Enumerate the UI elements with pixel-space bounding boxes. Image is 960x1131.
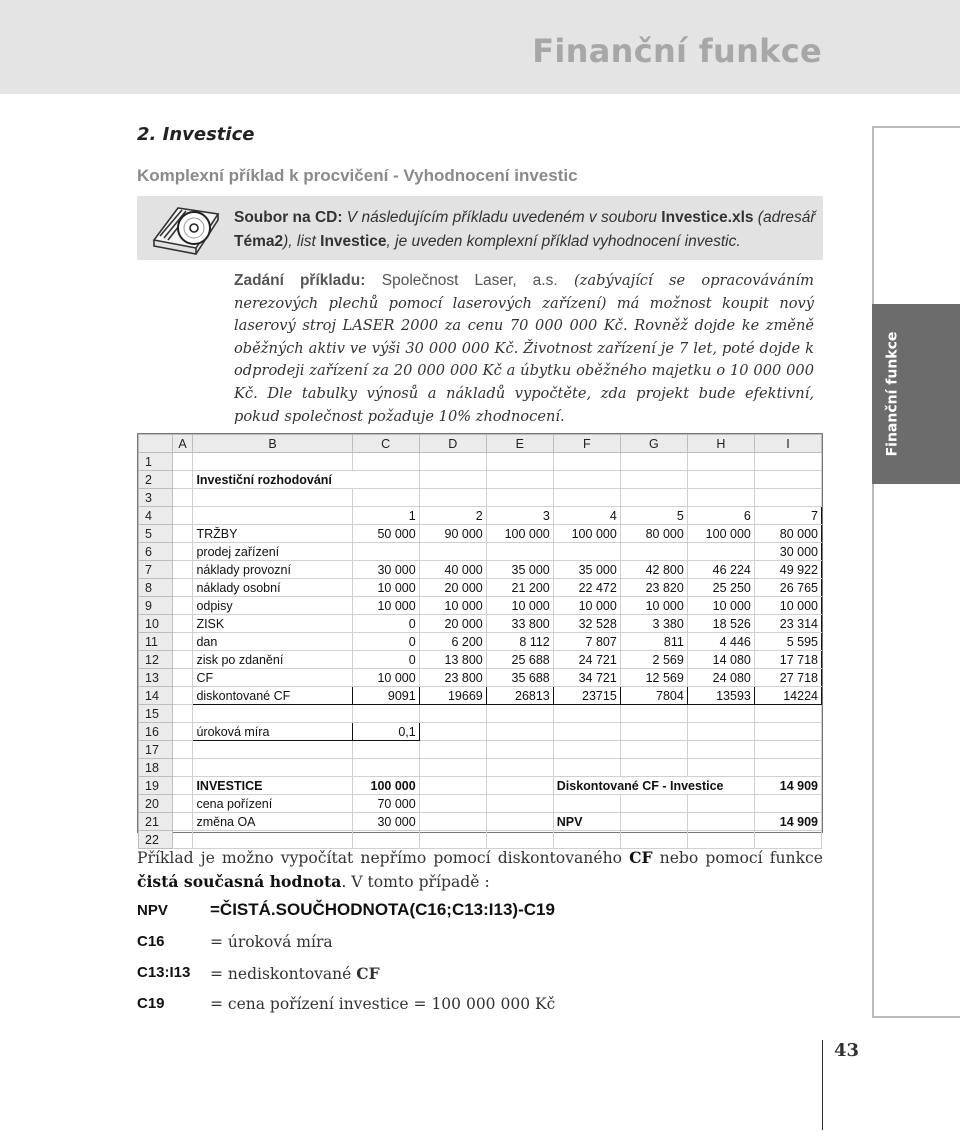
value-cell: [352, 543, 419, 561]
row-number: 20: [139, 795, 173, 813]
value-cell: [486, 543, 553, 561]
col-header: B: [193, 435, 352, 453]
value-cell: 12 569: [620, 669, 687, 687]
note-text1: Příklad je možno vypočítat nepřímo pomocí diskontovaného: [137, 849, 630, 867]
value-cell: 40 000: [419, 561, 486, 579]
task-body: (zabývající se opracováváním nerezových plechů pomocí laserových zařízení) má možnost koupit nový laserový stroj LASER 2000 za cenu 70 000 000 Kč. Rovněž dojde ke změně oběžných aktiv ve výši 30 000 000 Kč. Životnost zařízení je 7 let, poté dojde k odprodeji zařízení za 20 000 000 Kč a úbytku oběžného majetku o 10 000 000 Kč. Dle tabulky výnosů a nákladů vypočtěte, zda projekt bude efektivní, pokud společnost požaduje 10% zhodnocení.: [234, 272, 814, 425]
value-cell: 20 000: [419, 579, 486, 597]
value-cell: 19669: [419, 687, 486, 705]
value-cell: 23 314: [754, 615, 821, 633]
row-number: 1: [139, 453, 173, 471]
value-cell: 811: [620, 633, 687, 651]
row-label: prodej zařízení: [193, 543, 352, 561]
col-header: H: [687, 435, 754, 453]
row-label: dan: [193, 633, 352, 651]
value-cell: 4 446: [687, 633, 754, 651]
row-number: 7: [139, 561, 173, 579]
value-cell: 6 200: [419, 633, 486, 651]
note-text2: nebo pomocí funkce: [652, 849, 823, 867]
value-cell: 26813: [486, 687, 553, 705]
investice-label: INVESTICE: [193, 777, 352, 795]
def-text: = cena pořízení investice = 100 000 000 Kč: [210, 995, 556, 1013]
value-cell: 17 718: [754, 651, 821, 669]
row-number: 22: [139, 831, 173, 849]
value-cell: 46 224: [687, 561, 754, 579]
value-cell: 32 528: [553, 615, 620, 633]
col-header: C: [352, 435, 419, 453]
value-cell: [553, 543, 620, 561]
col-header: F: [553, 435, 620, 453]
row-label: náklady provozní: [193, 561, 352, 579]
row-number: 19: [139, 777, 173, 795]
row-number: 8: [139, 579, 173, 597]
value-cell: 22 472: [553, 579, 620, 597]
npv-label: NPV: [553, 813, 620, 831]
row-number: 15: [139, 705, 173, 723]
cena-value: 70 000: [352, 795, 419, 813]
note-text3: . V tomto případě :: [341, 873, 490, 891]
value-cell: 5 595: [754, 633, 821, 651]
npv-value: 14 909: [754, 813, 821, 831]
row-label: CF: [193, 669, 352, 687]
row-label: náklady osobní: [193, 579, 352, 597]
row-number: 5: [139, 525, 173, 543]
year-cell: 7: [754, 507, 821, 525]
value-cell: 25 250: [687, 579, 754, 597]
value-cell: 14 080: [687, 651, 754, 669]
subsection-title: Komplexní příklad k procvičení - Vyhodnocení investic: [137, 166, 578, 185]
value-cell: 0: [352, 633, 419, 651]
col-header: D: [419, 435, 486, 453]
row-number: 18: [139, 759, 173, 777]
row-label: ZISK: [193, 615, 352, 633]
value-cell: 9091: [352, 687, 419, 705]
value-cell: 20 000: [419, 615, 486, 633]
task-company: Společnost Laser, a.s.: [381, 272, 558, 289]
row-number: 9: [139, 597, 173, 615]
rate-value: 0,1: [352, 723, 419, 741]
value-cell: 8 112: [486, 633, 553, 651]
spreadsheet: [137, 433, 823, 847]
row-number: 14: [139, 687, 173, 705]
value-cell: 10 000: [754, 597, 821, 615]
value-cell: 14224: [754, 687, 821, 705]
note-cf: CF: [629, 848, 653, 867]
row-number: 6: [139, 543, 173, 561]
def-text-prefix: = nediskontované: [210, 965, 357, 983]
value-cell: 34 721: [553, 669, 620, 687]
task-label: Zadání příkladu:: [234, 272, 366, 289]
note-func: čistá současná hodnota: [137, 872, 342, 891]
page-number: 43: [834, 1040, 860, 1061]
task-paragraph: [234, 270, 814, 428]
cd-note-text4: , je uveden komplexní příklad vyhodnocení investic.: [386, 233, 741, 250]
cd-note-text: [234, 206, 816, 254]
row-number: 13: [139, 669, 173, 687]
cd-note-text3: ), list: [283, 233, 321, 250]
value-cell: 21 200: [486, 579, 553, 597]
section-title: 2. Investice: [137, 124, 255, 145]
cd-note-file: Investice.xls: [661, 209, 754, 226]
value-cell: [620, 543, 687, 561]
value-cell: 33 800: [486, 615, 553, 633]
value-cell: 50 000: [352, 525, 419, 543]
col-header: A: [172, 435, 193, 453]
value-cell: 10 000: [419, 597, 486, 615]
disk-label: Diskontované CF - Investice: [553, 777, 754, 795]
def-text: [210, 964, 380, 983]
row-number: 4: [139, 507, 173, 525]
value-cell: 13 800: [419, 651, 486, 669]
value-cell: 0: [352, 615, 419, 633]
value-cell: 100 000: [486, 525, 553, 543]
value-cell: 7 807: [553, 633, 620, 651]
value-cell: [419, 543, 486, 561]
zmena-value: 30 000: [352, 813, 419, 831]
year-cell: 1: [352, 507, 419, 525]
side-tab-label: Finanční funkce: [884, 331, 900, 457]
value-cell: 10 000: [553, 597, 620, 615]
year-cell: 2: [419, 507, 486, 525]
def-term: C19: [137, 995, 165, 1012]
value-cell: 35 000: [486, 561, 553, 579]
value-cell: 27 718: [754, 669, 821, 687]
cd-note-text1: V následujícím příkladu uvedeném v souboru: [342, 209, 662, 226]
row-label: TRŽBY: [193, 525, 352, 543]
year-cell: 4: [553, 507, 620, 525]
value-cell: 0: [352, 651, 419, 669]
def-text: = úroková míra: [210, 933, 333, 951]
row-number: 17: [139, 741, 173, 759]
value-cell: 13593: [687, 687, 754, 705]
definition-row: [137, 933, 823, 955]
def-formula: =ČISTÁ.SOUČHODNOTA(C16;C13:I13)-C19: [210, 900, 555, 919]
investice-value: 100 000: [352, 777, 419, 795]
cd-note-text2: (adresář: [753, 209, 816, 226]
value-cell: 100 000: [687, 525, 754, 543]
value-cell: 10 000: [620, 597, 687, 615]
year-cell: 5: [620, 507, 687, 525]
value-cell: 3 380: [620, 615, 687, 633]
col-header: E: [486, 435, 553, 453]
value-cell: 80 000: [754, 525, 821, 543]
year-cell: 6: [687, 507, 754, 525]
value-cell: 10 000: [352, 669, 419, 687]
definition-row: [137, 964, 823, 986]
zmena-label: změna OA: [193, 813, 352, 831]
value-cell: 10 000: [687, 597, 754, 615]
row-label: zisk po zdanění: [193, 651, 352, 669]
value-cell: 7804: [620, 687, 687, 705]
row-number: 16: [139, 723, 173, 741]
corner-cell: [139, 435, 173, 453]
rate-label: úroková míra: [193, 723, 352, 741]
value-cell: 10 000: [486, 597, 553, 615]
definition-row: [137, 902, 823, 924]
value-cell: 80 000: [620, 525, 687, 543]
value-cell: 30 000: [754, 543, 821, 561]
value-cell: 26 765: [754, 579, 821, 597]
def-term: C16: [137, 933, 165, 950]
cd-note-folder: Téma2: [234, 233, 284, 250]
year-cell: 3: [486, 507, 553, 525]
row-number: 21: [139, 813, 173, 831]
value-cell: 30 000: [352, 561, 419, 579]
def-text-bold: CF: [356, 964, 380, 983]
note-paragraph: [137, 846, 823, 894]
sheet-title: Investiční rozhodování: [193, 471, 419, 489]
col-header: G: [620, 435, 687, 453]
value-cell: 100 000: [553, 525, 620, 543]
value-cell: 18 526: [687, 615, 754, 633]
def-term: C13:I13: [137, 964, 191, 981]
chapter-title: Finanční funkce: [532, 32, 822, 70]
value-cell: 49 922: [754, 561, 821, 579]
value-cell: [687, 543, 754, 561]
value-cell: 2 569: [620, 651, 687, 669]
definition-row: [137, 995, 823, 1017]
row-number: 3: [139, 489, 173, 507]
value-cell: 35 000: [553, 561, 620, 579]
cd-note-sheet: Investice: [320, 233, 387, 250]
cd-book-icon: [148, 196, 224, 260]
value-cell: 23715: [553, 687, 620, 705]
cena-label: cena pořízení: [193, 795, 352, 813]
def-term: NPV: [137, 902, 168, 919]
value-cell: 23 820: [620, 579, 687, 597]
value-cell: 25 688: [486, 651, 553, 669]
row-number: 11: [139, 633, 173, 651]
value-cell: 35 688: [486, 669, 553, 687]
value-cell: 10 000: [352, 579, 419, 597]
value-cell: 10 000: [352, 597, 419, 615]
side-frame: [872, 126, 960, 1018]
row-number: 12: [139, 651, 173, 669]
row-label: diskontované CF: [193, 687, 352, 705]
value-cell: 90 000: [419, 525, 486, 543]
value-cell: 23 800: [419, 669, 486, 687]
value-cell: 24 721: [553, 651, 620, 669]
value-cell: 42 800: [620, 561, 687, 579]
page-number-rule: [822, 1040, 823, 1130]
col-header: I: [754, 435, 821, 453]
disk-value: 14 909: [754, 777, 821, 795]
row-number: 2: [139, 471, 173, 489]
row-label: odpisy: [193, 597, 352, 615]
blank-cell: [193, 507, 352, 525]
value-cell: 24 080: [687, 669, 754, 687]
cd-note-lead: Soubor na CD:: [234, 209, 343, 226]
row-number: 10: [139, 615, 173, 633]
